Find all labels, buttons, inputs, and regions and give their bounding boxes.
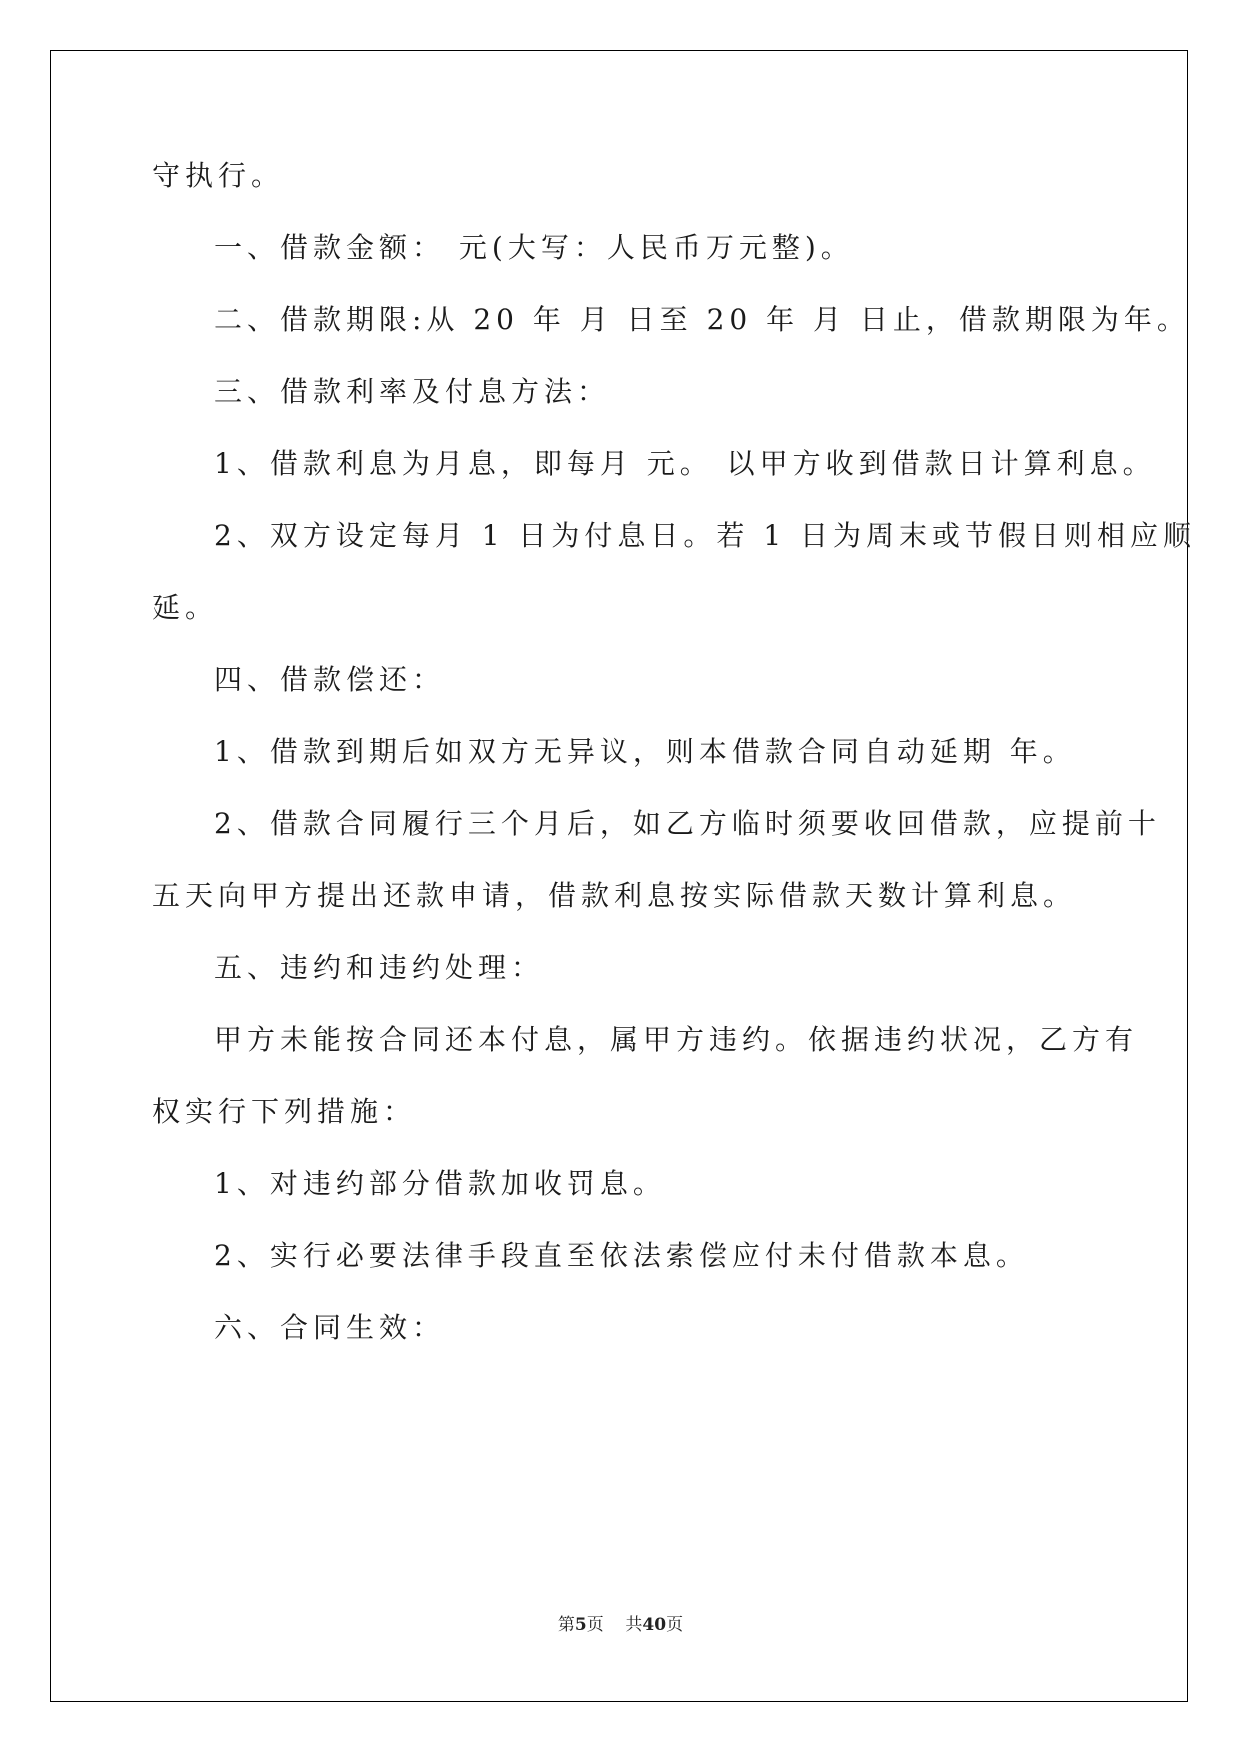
text-line: 1、对违约部分借款加收罚息。 (214, 1167, 666, 1200)
text-line: 1、借款利息为月息，即每月 元。 以甲方收到借款日计算利息。 (214, 447, 1156, 480)
text-line: 四、借款偿还： (214, 663, 446, 696)
text-line: 五天向甲方提出还款申请，借款利息按实际借款天数计算利息。 (152, 879, 1077, 912)
text-line: 六、合同生效： (214, 1311, 446, 1344)
text-line: 延。 (152, 591, 219, 624)
page-footer (0, 1610, 1241, 1635)
text-line: 五、违约和违约处理： (214, 951, 545, 984)
text-line: 一、借款金额： 元(大写：人民币万元整)。 (214, 231, 854, 264)
text-line: 守执行。 (152, 159, 285, 192)
text-line: 甲方未能按合同还本付息，属甲方违约。依据违约状况，乙方有 (214, 1023, 1139, 1056)
page-number: 5 (574, 1615, 587, 1635)
total-pages: 40 (642, 1615, 667, 1635)
text-line: 二、借款期限:从 20 年 月 日至 20 年 月 日止，借款期限为年。 (214, 303, 1190, 336)
footer-prefix: 第 (557, 1615, 575, 1635)
text-line: 2、双方设定每月 1 日为付息日。若 1 日为周末或节假日则相应顺 (214, 519, 1197, 552)
footer-total-prefix: 共 (625, 1615, 643, 1635)
text-line: 2、借款合同履行三个月后，如乙方临时须要收回借款，应提前十 (214, 807, 1161, 840)
text-line: 1、借款到期后如双方无异议，则本借款合同自动延期 年。 (214, 735, 1076, 768)
text-line: 2、实行必要法律手段直至依法索偿应付未付借款本息。 (214, 1239, 1029, 1272)
text-line: 三、借款利率及付息方法： (214, 375, 611, 408)
text-line: 权实行下列措施： (152, 1095, 417, 1128)
footer-page-suffix: 页 (586, 1615, 604, 1635)
footer-total-suffix: 页 (666, 1615, 684, 1635)
